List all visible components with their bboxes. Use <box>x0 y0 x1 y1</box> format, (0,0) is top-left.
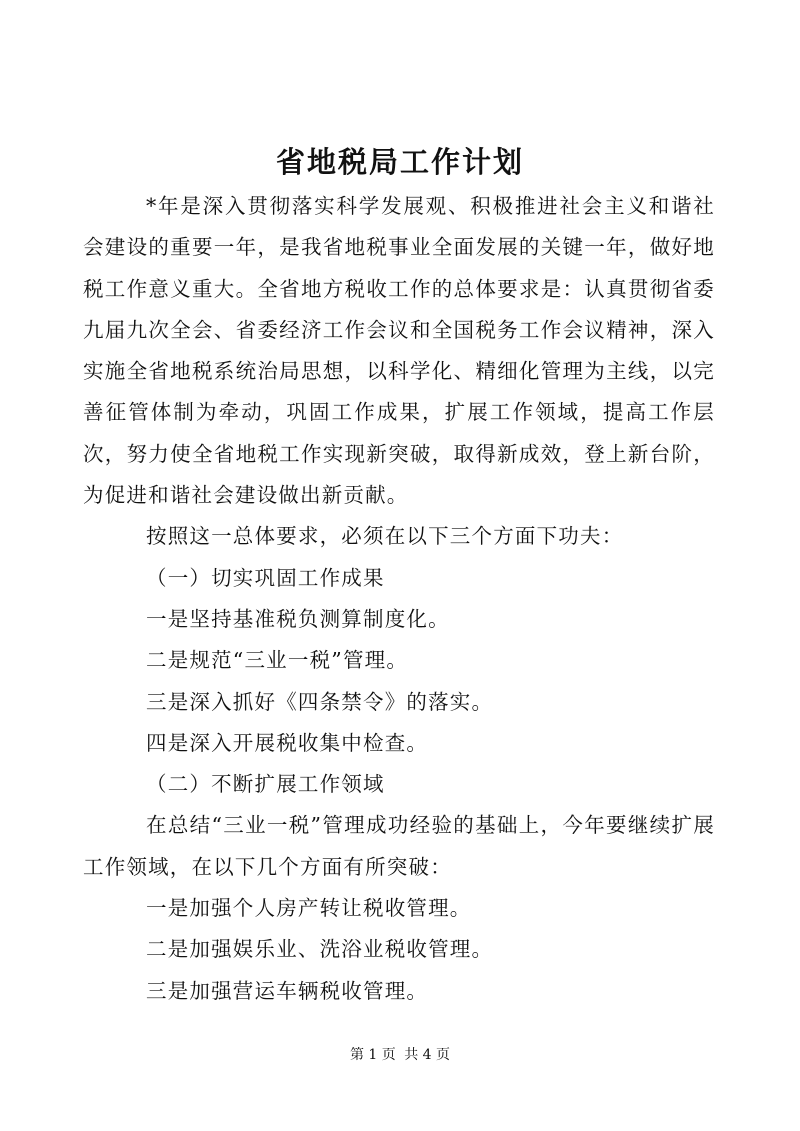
list-item: 四是深入开展税收集中检查。 <box>146 730 429 755</box>
page-total: 共 4 页 <box>404 1047 451 1063</box>
list-item: 二是加强娱乐业、洗浴业税收管理。 <box>146 937 494 962</box>
page-footer <box>0 1045 800 1065</box>
list-item: 三是加强营运车辆税收管理。 <box>146 978 429 1003</box>
list-item: 一是坚持基准税负测算制度化。 <box>146 606 450 631</box>
section-heading-2: （二）不断扩展工作领域 <box>146 772 385 797</box>
document-body <box>83 186 715 1012</box>
list-item: 二是规范“三业一税”管理。 <box>146 648 409 673</box>
section-heading-1: （一）切实巩固工作成果 <box>146 565 385 590</box>
document-title: 省地税局工作计划 <box>275 145 524 179</box>
list-item: 三是深入抓好《四条禁令》的落实。 <box>146 689 494 714</box>
page-number: 第 1 页 <box>349 1047 396 1063</box>
paragraph-expansion: 在总结“三业一税”管理成功经验的基础上，今年要继续扩展工作领域，在以下几个方面有所突破： <box>83 813 715 879</box>
paragraph-requirement: 按照这一总体要求，必须在以下三个方面下功夫： <box>146 524 624 549</box>
list-item: 一是加强个人房产转让税收管理。 <box>146 896 472 921</box>
paragraph-intro: *年是深入贯彻落实科学发展观、积极推进社会主义和谐社会建设的重要一年，是我省地税事业全面发展的关键一年，做好地税工作意义重大。全省地方税收工作的总体要求是：认真贯彻省委九届九次全会、省委经济工作会议和全国税务工作会议精神，深入实施全省地税系统治局思想，以科学化、精细化管理为主线，以完善征管体制为牵动，巩固工作成果，扩展工作领域，提高工作层次，努力使全省地税工作实现新突破，取得新成效，登上新台阶，为促进和谐社会建设做出新贡献。 <box>83 194 715 508</box>
